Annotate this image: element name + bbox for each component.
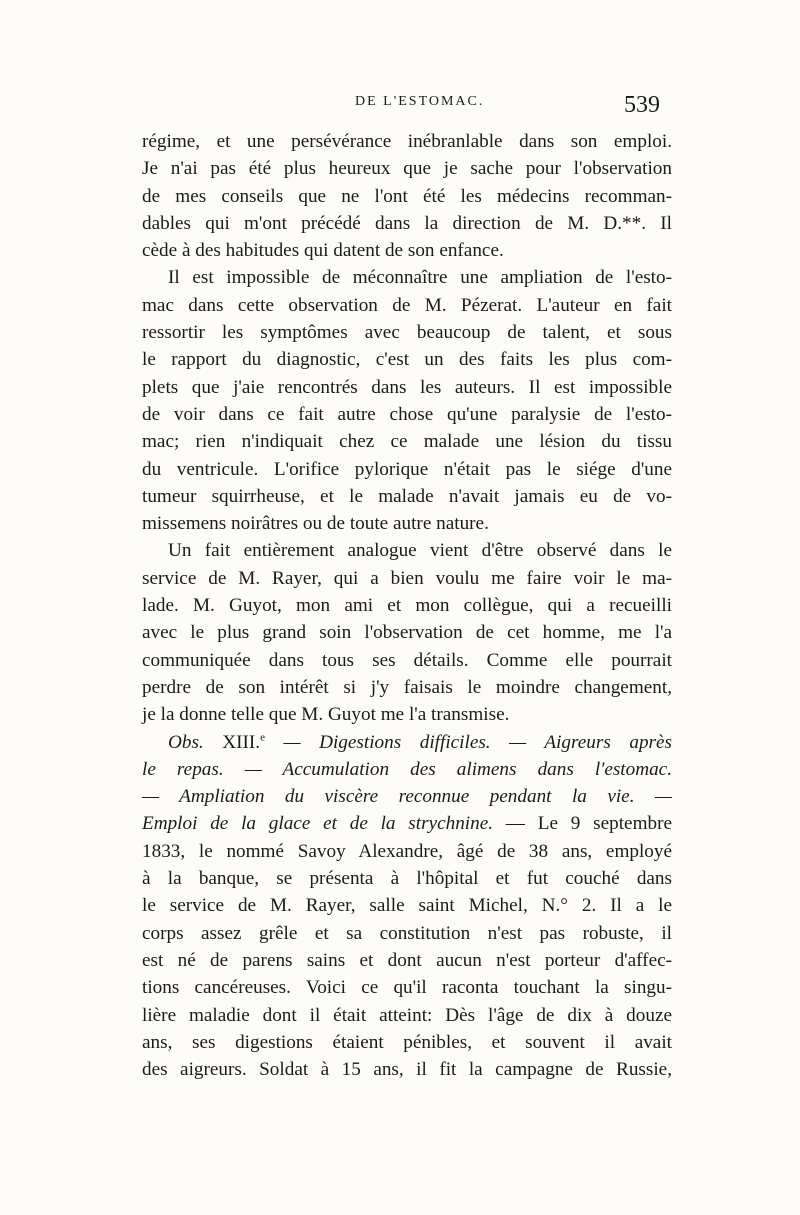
- obs-date: — Le 9 septembre: [493, 813, 672, 835]
- text-line: tions cancéreuses. Voici ce qu'il raconta touchant la singu-: [142, 977, 672, 999]
- text-line: mac dans cette observation de M. Pézerat. L'auteur en fait: [142, 294, 672, 316]
- text-line: je la donne telle que M. Guyot me l'a transmise.: [142, 704, 510, 726]
- text-line: à la banque, se présenta à l'hôpital et fut couché dans: [142, 868, 672, 890]
- text-line: — Ampliation du viscère reconnue pendant la vie. —: [142, 786, 672, 808]
- text-line: lière maladie dont il était atteint: Dès l'âge de dix à douze: [142, 1004, 672, 1026]
- text-line: régime, et une persévérance inébranlable dans son emploi.: [142, 131, 672, 152]
- text-line: lade. M. Guyot, mon ami et mon collègue, qui a recueilli: [142, 595, 672, 617]
- text-line: ressortir les symptômes avec beaucoup de talent, et sous: [142, 322, 672, 344]
- text-line: plets que j'aie rencontrés dans les auteurs. Il est impossible: [142, 376, 672, 398]
- text-line: Un fait entièrement analogue vient d'être observé dans le: [168, 540, 672, 562]
- observation-heading-line: [142, 729, 672, 756]
- obs-number: XIII.: [222, 731, 261, 753]
- text-line: Il est impossible de méconnaître une ampliation de l'esto-: [168, 267, 672, 289]
- obs-number-superscript: e: [260, 731, 265, 744]
- page-number: 539: [624, 92, 660, 118]
- text-line: des aigreurs. Soldat à 15 ans, il fit la campagne de Russie,: [142, 1059, 672, 1081]
- text-line: service de M. Rayer, qui a bien voulu me faire voir le ma-: [142, 567, 672, 589]
- text-line: cède à des habitudes qui datent de son enfance.: [142, 240, 504, 262]
- text-line: dables qui m'ont précédé dans la direction de M. D.**. Il: [142, 212, 672, 234]
- text-line: le rapport du diagnostic, c'est un des faits les plus com-: [142, 349, 672, 371]
- text-line: est né de parens sains et dont aucun n'est porteur d'affec-: [142, 949, 672, 971]
- text-line: le service de M. Rayer, salle saint Michel, N.° 2. Il a le: [142, 895, 672, 917]
- text-line: mac; rien n'indiquait chez ce malade une lésion du tissu: [142, 431, 672, 453]
- text-line: avec le plus grand soin l'observation de cet homme, me l'a: [142, 622, 672, 644]
- obs-title-end: Emploi de la glace et de la strychnine.: [142, 813, 494, 835]
- text-line: corps assez grêle et sa constitution n'est pas robuste, il: [142, 922, 672, 944]
- text-line: du ventricule. L'orifice pylorique n'était pas le siége d'une: [142, 458, 672, 480]
- obs-title: — Digestions difficiles. — Aigreurs après: [264, 731, 672, 753]
- text-line: de mes conseils que ne l'ont été les médecins recomman-: [142, 185, 672, 207]
- text-line: perdre de son intérêt si j'y faisais le moindre changement,: [142, 676, 672, 698]
- text-line: ans, ses digestions étaient pénibles, et souvent il avait: [142, 1031, 672, 1053]
- text-line: 1833, le nommé Savoy Alexandre, âgé de 38 ans, employé: [142, 840, 672, 862]
- text-line: [142, 810, 672, 837]
- text-line: tumeur squirrheuse, et le malade n'avait jamais eu de vo-: [142, 485, 672, 507]
- obs-prefix: Obs.: [168, 731, 204, 753]
- text-line: de voir dans ce fait autre chose qu'une paralysie de l'esto-: [142, 403, 672, 425]
- text-line: le repas. — Accumulation des alimens dans l'estomac.: [142, 758, 672, 780]
- text-line: Je n'ai pas été plus heureux que je sache pour l'observation: [142, 158, 672, 180]
- body-text: [142, 128, 672, 1083]
- text-line: communiquée dans tous ses détails. Comme elle pourrait: [142, 649, 672, 671]
- text-line: missemens noirâtres ou de toute autre nature.: [142, 513, 489, 535]
- running-title: DE L'ESTOMAC.: [355, 94, 485, 109]
